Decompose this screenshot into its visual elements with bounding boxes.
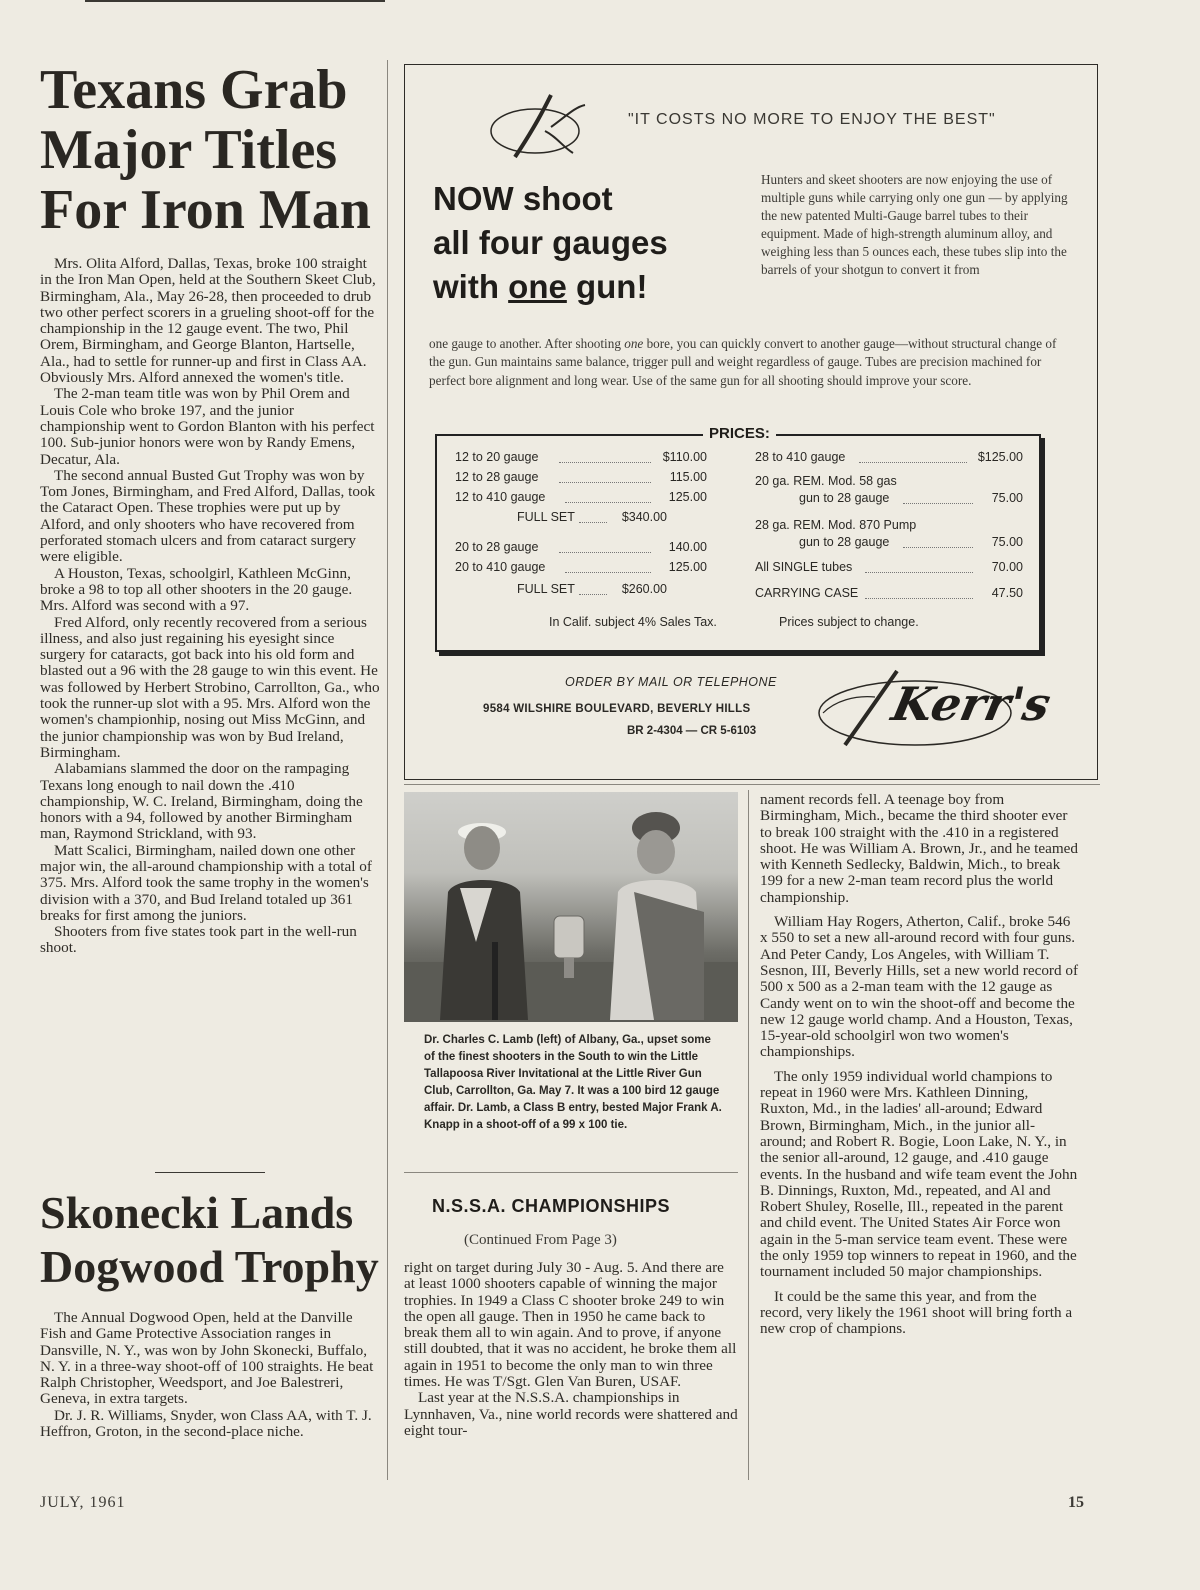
phones: BR 2-4304 — CR 5-6103 bbox=[627, 725, 757, 737]
price-label: 28 to 410 gauge bbox=[755, 450, 846, 464]
headline-line: Dogwood Trophy bbox=[40, 1241, 379, 1292]
top-rule bbox=[85, 0, 385, 2]
price-label: 12 to 410 gauge bbox=[455, 490, 546, 504]
footer-date: JULY, 1961 bbox=[40, 1494, 126, 1511]
price-row bbox=[455, 540, 707, 556]
nssa-top-rule bbox=[404, 1172, 738, 1173]
column-divider bbox=[387, 60, 388, 1480]
article-headline bbox=[40, 1186, 380, 1294]
price-label: CARRYING CASE bbox=[755, 586, 859, 600]
nssa-body-mid bbox=[404, 1260, 738, 1439]
article-skonecki bbox=[40, 1186, 380, 1440]
nssa-body-right bbox=[760, 792, 1078, 1338]
price-row bbox=[517, 510, 667, 526]
price-row bbox=[755, 518, 1023, 534]
prices-title: PRICES: bbox=[703, 425, 776, 442]
paragraph: Dr. J. R. Williams, Snyder, won Class AA, with T. J. Heffron, Groton, in the second-place niche. bbox=[40, 1406, 372, 1441]
price-row bbox=[755, 560, 1023, 576]
price-row bbox=[799, 535, 1023, 551]
ad-headline-text: with bbox=[433, 268, 509, 305]
price-row bbox=[455, 470, 707, 486]
kerrs-advertisement bbox=[404, 64, 1098, 780]
article-separator bbox=[155, 1172, 265, 1173]
article-body bbox=[40, 1310, 380, 1440]
paragraph: Alabamians slammed the door on the rampaging Texans long enough to nail down the .410 championship, W. C. Ireland, Birmingham, doing the honors with a 94, followed by another Birmingham man, Raymond Strickland, with 93. bbox=[40, 760, 363, 843]
ad-body-right: Hunters and skeet shooters are now enjoying the use of multiple guns while carrying only one gun — by applying the new patented Multi-Gauge barrel tubes to their equipment. Made of high-strength aluminum alloy, and weighing less than 5 ounces each, these tubes slip into the barrels of your shotgun to convert it from bbox=[761, 172, 1068, 277]
kerrs-brand: Kerr's bbox=[887, 677, 1056, 731]
paragraph: Mrs. Olita Alford, Dallas, Texas, broke 100 straight in the Iron Man Open, held at the Southern Skeet Club, Birmingham, Ala., May 26-28, then proceeded to drub two other perfect scorers in a grueling shoot-off for the championship in the 12 gauge event. The two, Phil Orem, Birmingham, and George Blanton, Hartselle, Ala., had to settle for runner-up and first in Class AA. Obviously Mrs. Alford annexed the women's title. bbox=[40, 255, 376, 387]
price-label: 28 ga. REM. Mod. 870 Pump bbox=[755, 518, 917, 532]
headline-line: Skonecki Lands bbox=[40, 1187, 354, 1238]
paragraph: It could be the same this year, and from the record, very likely the 1961 shoot will bring forth a new crop of champions. bbox=[760, 1287, 1073, 1338]
paragraph: The Annual Dogwood Open, held at the Danville Fish and Game Protective Association ranges in Dansville, N. Y., was won by John Skonecki, Buffalo, N. Y. in a three-way shoot-off of 100 straights. He beat Ralph Christopher, Weedsport, and Joe Balestreri, Geneva, in extra targets. bbox=[40, 1309, 374, 1408]
paragraph: Last year at the N.S.S.A. championships in Lynnhaven, Va., nine world records were shattered and eight tour- bbox=[404, 1389, 738, 1439]
paragraph: The 2-man team title was won by Phil Orem and Louis Cole who broke 197, and the junior championship went to Gordon Blanton with his perfect 100. Sub-junior honors were won by Randy Emens, Decatur, Ala. bbox=[40, 385, 375, 468]
leader-dots bbox=[865, 598, 973, 599]
paragraph: A Houston, Texas, schoolgirl, Kathleen McGinn, broke a 98 to top all other shooters in the 20 gauge. Mrs. Alford was second with a 97. bbox=[40, 564, 353, 615]
price-value: 75.00 bbox=[991, 491, 1023, 505]
price-value: 140.00 bbox=[668, 540, 707, 554]
mid-column-divider bbox=[748, 790, 749, 1480]
leader-dots bbox=[865, 572, 973, 573]
ad-headline-line bbox=[433, 265, 668, 309]
article-headline bbox=[40, 60, 380, 240]
paragraph: William Hay Rogers, Atherton, Calif., broke 546 x 550 to set a new all-around record with four guns. And Peter Candy, Los Angeles, with William T. Sesnon, III, Beverly Hills, set a new world record of 500 x 500 as a 2-man team with the 12 gauge as Candy went on to win the shoot-off and become the new 12 gauge world champ. And a Houston, Texas, 15-year-old schoolgirl won two women's championships. bbox=[760, 913, 1079, 1061]
trophy-photo bbox=[404, 792, 738, 1022]
ad-body-text: bore, you can quickly convert to another gauge—without structural change of the gun. Gun maintains same balance, trigger pull and weight regardless of gauge. Tubes are precision machined for perfect bore alignment and long wear. Use of the same gun for all shooting should improve your score. bbox=[429, 336, 1057, 388]
price-value: $125.00 bbox=[977, 450, 1023, 464]
headline-line: Texans Grab bbox=[40, 59, 348, 121]
price-label: 20 ga. REM. Mod. 58 gas bbox=[755, 474, 897, 488]
ad-body-text: one gauge to another. After shooting bbox=[429, 336, 625, 351]
price-value: $340.00 bbox=[621, 510, 667, 524]
price-label: 12 to 20 gauge bbox=[455, 450, 539, 464]
price-value: 47.50 bbox=[991, 586, 1023, 600]
price-row bbox=[755, 474, 1023, 490]
photo-caption: Dr. Charles C. Lamb (left) of Albany, Ga., upset some of the finest shooters in the South to win the Little Tallapoosa River Invitational at the Little River Gun Club, Carrollton, Ga. May 7. It was a 100 bird 12 gauge affair. Dr. Lamb, a Class B entry, bested Major Frank A. Knapp in a shoot-off of a 99 x 100 tie. bbox=[424, 1034, 722, 1131]
article-body bbox=[40, 256, 380, 957]
ad-headline-text: gun! bbox=[566, 268, 648, 305]
price-row bbox=[799, 491, 1023, 507]
price-value: $260.00 bbox=[621, 582, 667, 596]
paragraph: The second annual Busted Gut Trophy was won by Tom Jones, Birmingham, and Fred Alford, Dallas, took the Cataract Open. These trophies were put up by Alford, and only shooters who have recovered from perforated stomach ulcers and from cataract surgery were eligible. bbox=[40, 466, 376, 566]
ad-headline bbox=[433, 177, 668, 309]
order-line: ORDER BY MAIL OR TELEPHONE bbox=[565, 675, 777, 689]
paragraph: Matt Scalici, Birmingham, nailed down one other major win, the all-around championship with a total of 375. Mrs. Alford took the same trophy in the women's division with a 370, and Bud Ireland totaled up 361 breaks for first among the juniors. bbox=[40, 841, 372, 924]
nssa-heading: N.S.S.A. CHAMPIONSHIPS bbox=[432, 1196, 671, 1216]
paragraph: right on target during July 30 - Aug. 5. And there are at least 1000 shooters capable of winning the major trophies. In 1949 a Class C shooter broke 249 to win the open all gauge. Then in 1950 he came back to break them all to win again. And to prove, if anyone still doubted, that it was no accident, he broke them all again in 1951 to become the only man to win three times. He was T/Sgt. Glen Van Buren, USAF. bbox=[404, 1259, 737, 1391]
ad-tagline: "IT COSTS NO MORE TO ENJOY THE BEST" bbox=[628, 111, 996, 128]
price-value: $110.00 bbox=[662, 450, 707, 464]
price-row bbox=[755, 450, 1023, 466]
ad-headline-line: NOW shoot bbox=[433, 180, 613, 217]
price-change-note: Prices subject to change. bbox=[779, 615, 919, 629]
address: 9584 WILSHIRE BOULEVARD, BEVERLY HILLS bbox=[483, 703, 751, 715]
leader-dots bbox=[565, 572, 651, 573]
ad-body-em: one bbox=[624, 336, 644, 351]
paragraph: Shooters from five states took part in the well-run shoot. bbox=[40, 923, 357, 957]
leader-dots bbox=[903, 547, 973, 548]
price-row bbox=[455, 450, 707, 466]
price-label: 12 to 28 gauge bbox=[455, 470, 539, 484]
price-row bbox=[517, 582, 667, 598]
price-value: 125.00 bbox=[668, 560, 707, 574]
leader-dots bbox=[559, 462, 651, 463]
price-label: gun to 28 gauge bbox=[799, 535, 890, 549]
ad-body-full bbox=[429, 335, 1073, 390]
price-label: 20 to 410 gauge bbox=[455, 560, 546, 574]
ad-bottom-rule bbox=[404, 784, 1100, 785]
price-label: 20 to 28 gauge bbox=[455, 540, 539, 554]
leader-dots bbox=[579, 522, 607, 523]
k-logo-icon bbox=[485, 87, 605, 167]
leader-dots bbox=[559, 482, 651, 483]
price-value: 115.00 bbox=[669, 470, 707, 484]
price-label: FULL SET bbox=[517, 582, 575, 596]
price-row bbox=[455, 490, 707, 506]
tax-note: In Calif. subject 4% Sales Tax. bbox=[549, 615, 717, 629]
photo-illustration bbox=[404, 792, 738, 1022]
paragraph: nament records fell. A teenage boy from Birmingham, Mich., became the third shooter ever to break 100 straight with the .410 in a registered shoot. He was William A. Brown, Jr., and he teamed with Kenneth Sedlecky, Baldwin, Mich., to break 199 for a new 2-man team record plus the world championship. bbox=[760, 791, 1078, 906]
price-value: 70.00 bbox=[991, 560, 1023, 574]
price-label: gun to 28 gauge bbox=[799, 491, 890, 505]
leader-dots bbox=[565, 502, 651, 503]
leader-dots bbox=[579, 594, 607, 595]
leader-dots bbox=[559, 552, 651, 553]
headline-line: For Iron Man bbox=[40, 179, 371, 241]
leader-dots bbox=[859, 462, 967, 463]
price-label: FULL SET bbox=[517, 510, 575, 524]
ad-headline-line: all four gauges bbox=[433, 224, 668, 261]
page-number: 15 bbox=[1068, 1494, 1084, 1511]
price-row bbox=[455, 560, 707, 576]
headline-line: Major Titles bbox=[40, 119, 338, 181]
leader-dots bbox=[903, 503, 973, 504]
paragraph: The only 1959 individual world champions to repeat in 1960 were Mrs. Kathleen Dinning, Ruxton, Md., in the ladies' all-around; Edward Brown, Birmingham, Mich., in the junior all-around; and Robert R. Bogie, Loon Lake, N. Y., in the senior all-around, 12 gauge, and .410 gauge events. In the husband and wife team event the John B. Dinnings, Ruxton, Md., repeated, and Al and Robert Shuley, Roselle, Ill., repeated in the parent and child event. The United States Air Force won again in the 5-man service team event. These were the only 1959 top winners to repeat in 1960, and the tournament included 50 major championships. bbox=[760, 1067, 1078, 1281]
price-value: 75.00 bbox=[991, 535, 1023, 549]
continued-note: (Continued From Page 3) bbox=[464, 1232, 617, 1248]
price-label: All SINGLE tubes bbox=[755, 560, 853, 574]
paragraph: Fred Alford, only recently recovered from a serious illness, and also just regaining his eyesight since surgery for cataracts, got back into his old form and blasted out a 96 with the 28 gauge to win this event. He was followed by Herbert Strobino, Carrollton, Ga., who took the runner-up slot with a 95. Mrs. Alford won the women's championhip, nosing out Miss McGinn, and the junior championship was won by Bud Ireland, Birmingham. bbox=[40, 613, 380, 761]
article-texans bbox=[40, 60, 380, 957]
ad-headline-underlined: one bbox=[508, 268, 567, 305]
price-row bbox=[755, 586, 1023, 602]
price-value: 125.00 bbox=[668, 490, 707, 504]
prices-table bbox=[435, 425, 1041, 652]
